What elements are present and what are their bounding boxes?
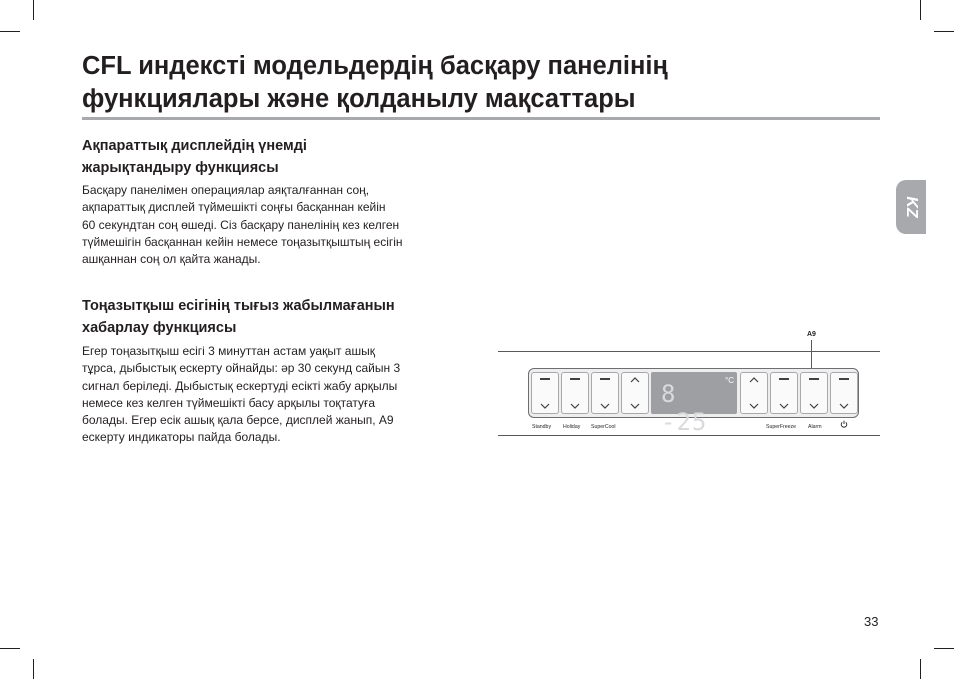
chevron-down-icon xyxy=(600,403,610,409)
crop-mark xyxy=(33,0,34,20)
alarm-label: Alarm xyxy=(808,424,822,430)
freezer-temp-button[interactable] xyxy=(740,372,768,414)
page-title-line: функциялары және қолданылу мақсаттары xyxy=(82,85,636,113)
crop-mark xyxy=(33,659,34,679)
holiday-label: Holiday xyxy=(563,424,581,430)
temperature-display xyxy=(651,372,737,436)
page-title xyxy=(82,50,882,116)
body-line: ашқаннан соң ол қайта жанады. xyxy=(82,252,261,267)
dash-icon xyxy=(600,378,610,380)
dash-icon xyxy=(809,378,819,380)
language-tab xyxy=(896,180,926,234)
page-title-line: CFL индексті модельдердің басқару панелінің xyxy=(82,52,668,80)
dash-icon xyxy=(839,378,849,380)
chevron-down-icon xyxy=(749,403,759,409)
chevron-down-icon xyxy=(779,403,789,409)
heading-line: хабарлау функциясы xyxy=(82,320,237,336)
crop-mark xyxy=(934,648,954,649)
crop-mark xyxy=(0,648,20,649)
body-line: 60 секундтан соң өшеді. Сіз басқару панелінің кез келген xyxy=(82,217,400,232)
crop-mark xyxy=(920,659,921,679)
panel-button[interactable] xyxy=(561,372,589,414)
chevron-down-icon xyxy=(809,403,819,409)
superfreeze-label: SuperFreeze xyxy=(766,424,796,430)
chevron-down-icon xyxy=(839,403,849,409)
chevron-up-icon xyxy=(630,377,640,383)
title-divider xyxy=(82,117,880,120)
crop-mark xyxy=(0,31,20,32)
section-heading-door-alarm xyxy=(82,295,462,339)
dash-icon xyxy=(540,378,550,380)
fridge-temp-button[interactable] xyxy=(621,372,649,414)
supercool-label: SuperCool xyxy=(591,424,616,430)
section-heading-display xyxy=(82,135,462,179)
page-number: 33 xyxy=(864,614,879,629)
section-body-door-alarm xyxy=(82,343,457,447)
crop-mark xyxy=(920,0,921,20)
panel-button[interactable] xyxy=(531,372,559,414)
heading-line: Тоңазытқыш есігінің тығыз жабылмағанын xyxy=(82,298,395,314)
chevron-up-icon xyxy=(749,377,759,383)
a9-callout-label: A9 xyxy=(807,331,816,338)
control-panel-illustration xyxy=(498,331,880,437)
panel-button[interactable] xyxy=(800,372,828,414)
body-line: түймешігін басқаннан кейін немесе тоңазытқыштың есігін xyxy=(82,234,403,249)
body-line: ескерту индикаторы пайда болады. xyxy=(82,430,281,445)
body-line: тұрса, дыбыстық ескерту ойнайды: әр 30 секунд сайын 3 xyxy=(82,361,401,376)
panel-button[interactable] xyxy=(770,372,798,414)
chevron-down-icon xyxy=(630,403,640,409)
section-body-display xyxy=(82,182,457,268)
heading-line: Ақпараттық дисплейдің үнемді xyxy=(82,138,307,154)
heading-line: жарықтандыру функциясы xyxy=(82,160,279,176)
panel-top-rule xyxy=(498,351,880,352)
body-line: болады. Егер есік ашық қала берсе, дисплей жанып, А9 xyxy=(82,413,394,428)
display-unit: °C xyxy=(725,376,734,385)
body-line: ақпараттық дисплей түймешікті соңғы басқаннан кейін xyxy=(82,200,386,215)
panel-button[interactable] xyxy=(830,372,858,414)
dash-icon xyxy=(779,378,789,380)
body-line: немесе кез келген түймешікті басу арқылы тоқтатуға xyxy=(82,395,376,410)
standby-label: Standby xyxy=(532,424,552,430)
display-digits: 8 -25 xyxy=(661,380,708,436)
panel-button[interactable] xyxy=(591,372,619,414)
chevron-down-icon xyxy=(540,403,550,409)
chevron-down-icon xyxy=(570,403,580,409)
body-line: сигнал беріледі. Дыбыстық ескертуді есікті жабу арқылы xyxy=(82,378,398,393)
crop-mark xyxy=(934,31,954,32)
body-line: Егер тоңазытқыш есігі 3 минуттан астам уақыт ашық xyxy=(82,344,375,358)
language-tab-label: KZ xyxy=(903,196,920,218)
dash-icon xyxy=(570,378,580,380)
power-icon xyxy=(840,420,848,428)
body-line: Басқару панелімен операциялар аяқталғаннан соң, xyxy=(82,183,370,197)
